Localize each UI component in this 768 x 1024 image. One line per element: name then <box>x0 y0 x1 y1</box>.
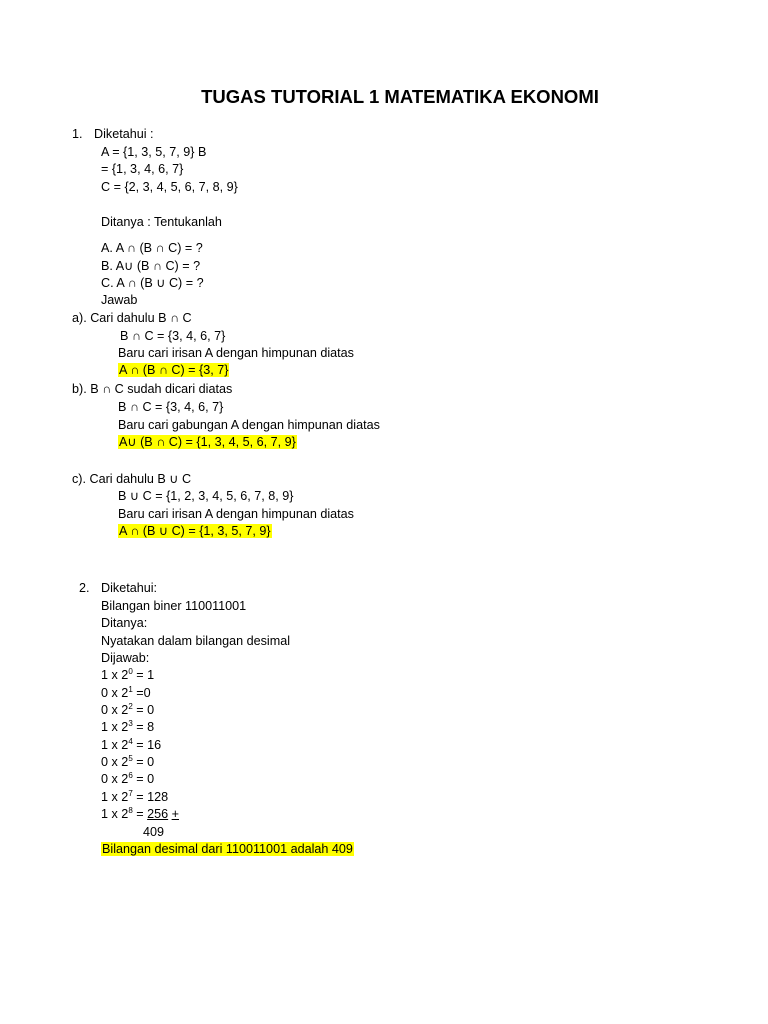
q2-step-8: 1 x $2^8 = 256$ + <box>101 806 179 821</box>
q2-nyatakan: Nyatakan dalam bilangan desimal <box>101 634 291 648</box>
q1-question-a: A. A ∩ (B ∩ C) = ? <box>101 241 203 255</box>
q2-step-7: 1 x $2^7 = 128$ <box>101 789 169 804</box>
q2-step-8-value: 256 <box>147 807 169 821</box>
q2-conclusion: Bilangan desimal dari 110011001 adalah 409 <box>102 842 353 856</box>
q1-number: 1. <box>72 127 83 141</box>
q1-c-step2: Baru cari irisan A dengan himpunan diatas <box>118 507 354 521</box>
q1-c-step1: B ∪ C = {1, 2, 3, 4, 5, 6, 7, 8, 9} <box>118 489 294 503</box>
q1-set-b: = {1, 3, 4, 6, 7} <box>101 162 184 176</box>
q1-a-step1: B ∩ C = {3, 4, 6, 7} <box>120 329 226 343</box>
q1-question-b: B. A∪ (B ∩ C) = ? <box>101 259 201 273</box>
q2-ditanya: Ditanya: <box>101 616 148 630</box>
q1-set-c: C = {2, 3, 4, 5, 6, 7, 8, 9} <box>101 180 238 194</box>
q2-step-2: 0 x $2^2 = 0$ <box>101 702 155 717</box>
q1-c-result: A ∩ (B ∪ C) = {1, 3, 5, 7, 9} <box>119 524 271 538</box>
q1-a-result: A ∩ (B ∩ C) = {3, 7} <box>119 363 229 377</box>
q2-total: 409 <box>143 825 165 839</box>
q1-jawab: Jawab <box>101 293 138 307</box>
q1-a-step2: Baru cari irisan A dengan himpunan diatas <box>118 346 354 360</box>
q2-step-6: 0 x $2^6 = 0$ <box>101 771 155 786</box>
q1-diketahui: Diketahui : <box>94 127 154 141</box>
q1-c-heading: c). Cari dahulu B ∪ C <box>72 472 192 486</box>
q1-b-step2: Baru cari gabungan A dengan himpunan diatas <box>118 418 380 432</box>
q2-dijawab: Dijawab: <box>101 651 150 665</box>
q1-set-a: A = {1, 3, 5, 7, 9} B <box>101 145 207 159</box>
q2-diketahui: Diketahui: <box>101 581 158 595</box>
q1-a-heading: a). Cari dahulu B ∩ C <box>72 311 192 325</box>
q1-question-c: C. A ∩ (B ∪ C) = ? <box>101 276 204 290</box>
q2-step-0: 1 x $2^0 = 1$ <box>101 667 155 682</box>
q1-ditanya: Ditanya : Tentukanlah <box>101 215 222 229</box>
q1-b-heading: b). B ∩ C sudah dicari diatas <box>72 382 233 396</box>
q2-step-3: 1 x $2^3 = 8$ <box>101 719 155 734</box>
q1-b-result: A∪ (B ∩ C) = {1, 3, 4, 5, 6, 7, 9} <box>119 435 296 449</box>
q2-step-4: 1 x $2^4 = 16$ <box>101 737 162 752</box>
q1-b-step1: B ∩ C = {3, 4, 6, 7} <box>118 400 224 414</box>
q2-step-5: 0 x $2^5 = 0$ <box>101 754 155 769</box>
plus-sign: + <box>171 807 179 821</box>
q2-step-1: 0 x $2^1 =0$ <box>101 685 151 700</box>
page-title: TUGAS TUTORIAL 1 MATEMATIKA EKONOMI <box>201 86 599 107</box>
q2-biner: Bilangan biner 110011001 <box>101 599 247 613</box>
q2-number: 2. <box>79 581 90 595</box>
